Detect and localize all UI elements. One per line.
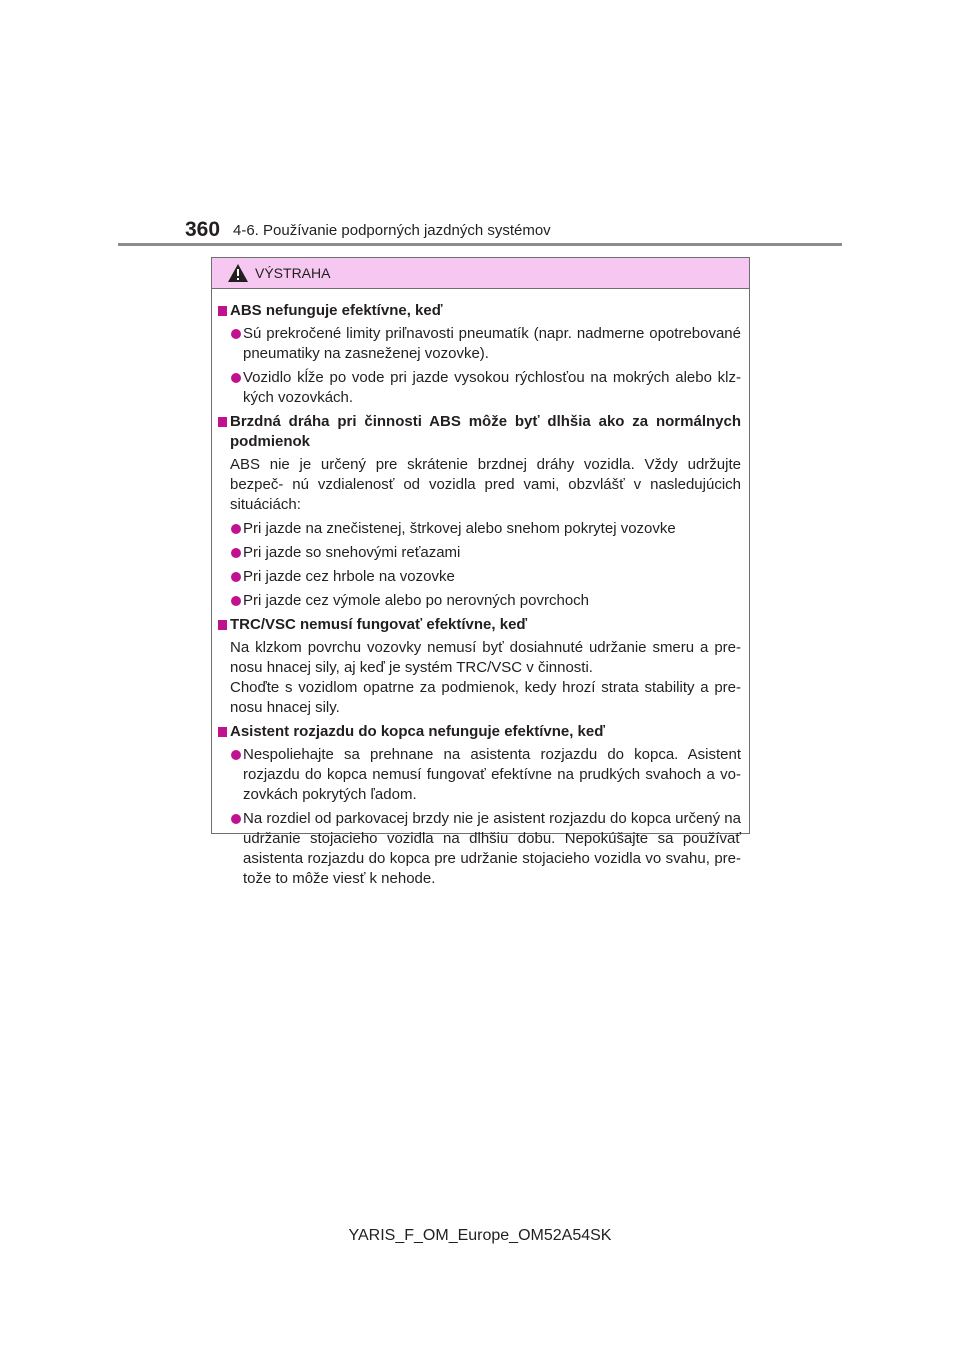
warning-content (212, 289, 749, 889)
section-heading (218, 615, 741, 635)
page-number: 360 (185, 218, 221, 241)
list-item-text: Pri jazde so snehovými reťazami (243, 544, 461, 561)
section-heading (218, 301, 741, 321)
list-item-text: Pri jazde cez hrbole na vozovke (243, 568, 455, 585)
warning-triangle-icon (227, 263, 249, 283)
list-item (218, 567, 741, 587)
square-bullet-icon (218, 417, 227, 427)
circle-bullet-icon (231, 814, 241, 824)
header-rule (118, 243, 842, 246)
list-item (218, 745, 741, 805)
list-item (218, 543, 741, 563)
section-heading (218, 722, 741, 742)
section-heading (218, 412, 741, 452)
circle-bullet-icon (231, 750, 241, 760)
square-bullet-icon (218, 727, 227, 737)
square-bullet-icon (218, 306, 227, 316)
circle-bullet-icon (231, 524, 241, 534)
list-item (218, 324, 741, 364)
circle-bullet-icon (231, 572, 241, 582)
list-item (218, 519, 741, 539)
list-item (218, 809, 741, 889)
list-item (218, 591, 741, 611)
list-item-text: Pri jazde na znečistenej, štrkovej alebo snehom pokrytej vozovke (243, 520, 676, 537)
square-bullet-icon (218, 620, 227, 630)
paragraph: ABS nie je určený pre skrátenie brzdnej dráhy vozidla. Vždy udržujte bezpeč- nú vzdialenosť od vozidla pred vami, obzvlášť v nasledujúcich situáciách: (230, 456, 741, 513)
section-heading-text: ABS nefunguje efektívne, keď (230, 302, 443, 319)
paragraph: Na klzkom povrchu vozovky nemusí byť dosiahnuté udržanie smeru a pre- nosu hnacej sily, aj keď je systém TRC/VSC v činnosti. (230, 639, 741, 676)
list-item-text: Vozidlo kĺže po vode pri jazde vysokou rýchlosťou na mokrých alebo klz- kých vozovkách. (243, 369, 741, 406)
list-item-text: Nespoliehajte sa prehnane na asistenta rozjazdu do kopca. Asistent rozjazdu do kopca nemusí fungovať efektívne na prudkých svahoch a vo- zovkách pokrytých ľadom. (243, 746, 741, 803)
circle-bullet-icon (231, 329, 241, 339)
list-item-text: Sú prekročené limity priľnavosti pneumatík (napr. nadmerne opotrebované pneumatiky na zasneženej vozovke). (243, 325, 741, 362)
warning-box (211, 257, 750, 887)
circle-bullet-icon (231, 596, 241, 606)
section-heading-text: Asistent rozjazdu do kopca nefunguje efektívne, keď (230, 723, 606, 740)
document-code: YARIS_F_OM_Europe_OM52A54SK (348, 1227, 612, 1244)
circle-bullet-icon (231, 373, 241, 383)
section-title: 4-6. Používanie podporných jazdných systémov (233, 222, 551, 239)
section-heading-text: Brzdná dráha pri činnosti ABS môže byť dlhšia ako za normálnych podmienok (230, 413, 741, 450)
warning-title: VÝSTRAHA (255, 265, 331, 281)
warning-header (212, 258, 749, 289)
list-item (218, 368, 741, 408)
circle-bullet-icon (231, 548, 241, 558)
list-item-text: Pri jazde cez výmole alebo po nerovných povrchoch (243, 592, 590, 609)
paragraph: Choďte s vozidlom opatrne za podmienok, kedy hrozí strata stability a pre- nosu hnacej sily. (230, 679, 741, 716)
list-item-text: Na rozdiel od parkovacej brzdy nie je asistent rozjazdu do kopca určený na udržanie stojacieho vozidla na dlhšiu dobu. Nepokúšajte sa používať asistenta rozjazdu do kopca pre udržanie stojacieho vozidla vo svahu, pre- tože to môže viesť k nehode. (243, 810, 741, 887)
section-heading-text: TRC/VSC nemusí fungovať efektívne, keď (230, 616, 528, 633)
